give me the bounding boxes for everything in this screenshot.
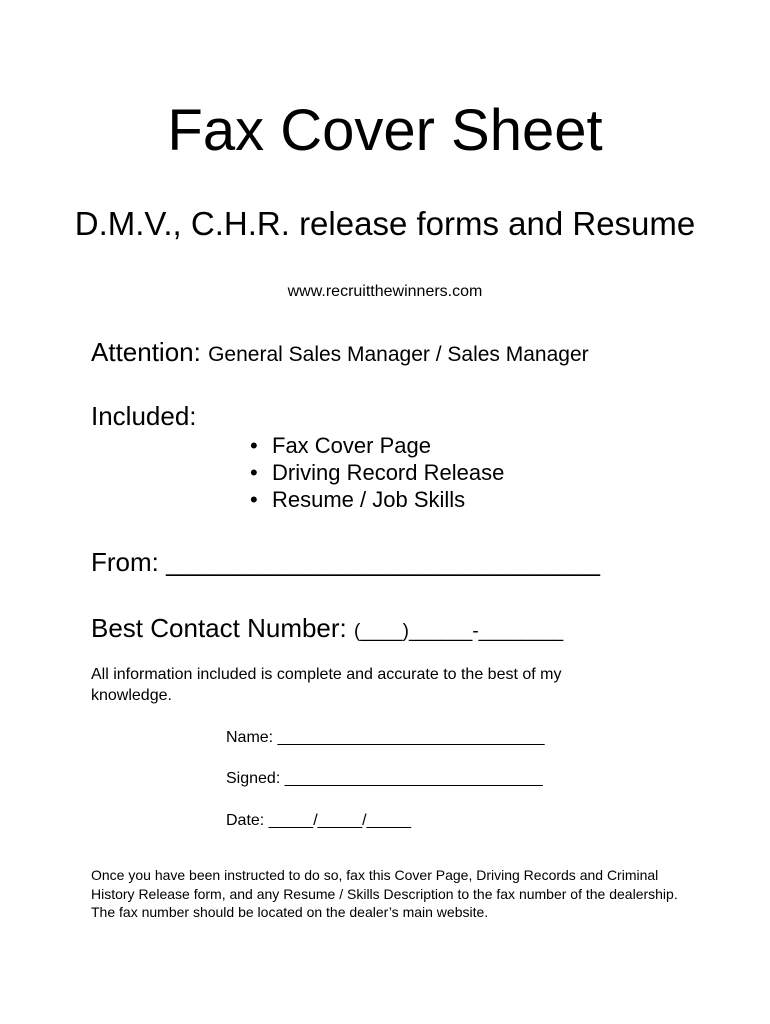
date-label: Date: — [226, 812, 265, 829]
attention-line — [91, 336, 589, 371]
signed-label: Signed: — [226, 770, 281, 787]
fax-instructions: Once you have been instructed to do so, fax this Cover Page, Driving Records and Criminal History Release form, and any Resume / Skills Description to the fax number of the dealership. The fax number should be located on the dealer’s main website. — [91, 867, 678, 920]
from-blank: ______________________________ — [166, 547, 600, 577]
from-label: From: — [91, 547, 159, 577]
attention-value: General Sales Manager / Sales Manager — [208, 343, 589, 366]
signed-line — [226, 769, 543, 789]
accuracy-statement: All information included is complete and accurate to the best of my knowledge. — [91, 666, 562, 704]
from-line — [91, 546, 600, 578]
website-url: www.recruitthewinners.com — [287, 283, 483, 300]
page-subtitle: D.M.V., C.H.R. release forms and Resume — [74, 205, 696, 242]
contact-blank: (____)______-________ — [354, 621, 564, 642]
date-blank: _____/_____/_____ — [268, 812, 412, 829]
date-line — [226, 811, 411, 831]
attention-label: Attention: — [91, 337, 201, 367]
contact-label: Best Contact Number: — [91, 613, 347, 643]
included-item: • Fax Cover Page — [250, 432, 504, 459]
name-label: Name: — [226, 729, 274, 746]
name-line — [226, 728, 545, 748]
page-title: Fax Cover Sheet — [167, 98, 603, 163]
included-item: • Resume / Job Skills — [250, 486, 504, 513]
included-list — [250, 432, 504, 513]
contact-line — [91, 612, 563, 648]
included-item: • Driving Record Release — [250, 459, 504, 486]
included-label: Included: — [91, 401, 197, 431]
signed-blank: _____________________________ — [284, 770, 543, 787]
name-blank: ______________________________ — [277, 729, 545, 746]
